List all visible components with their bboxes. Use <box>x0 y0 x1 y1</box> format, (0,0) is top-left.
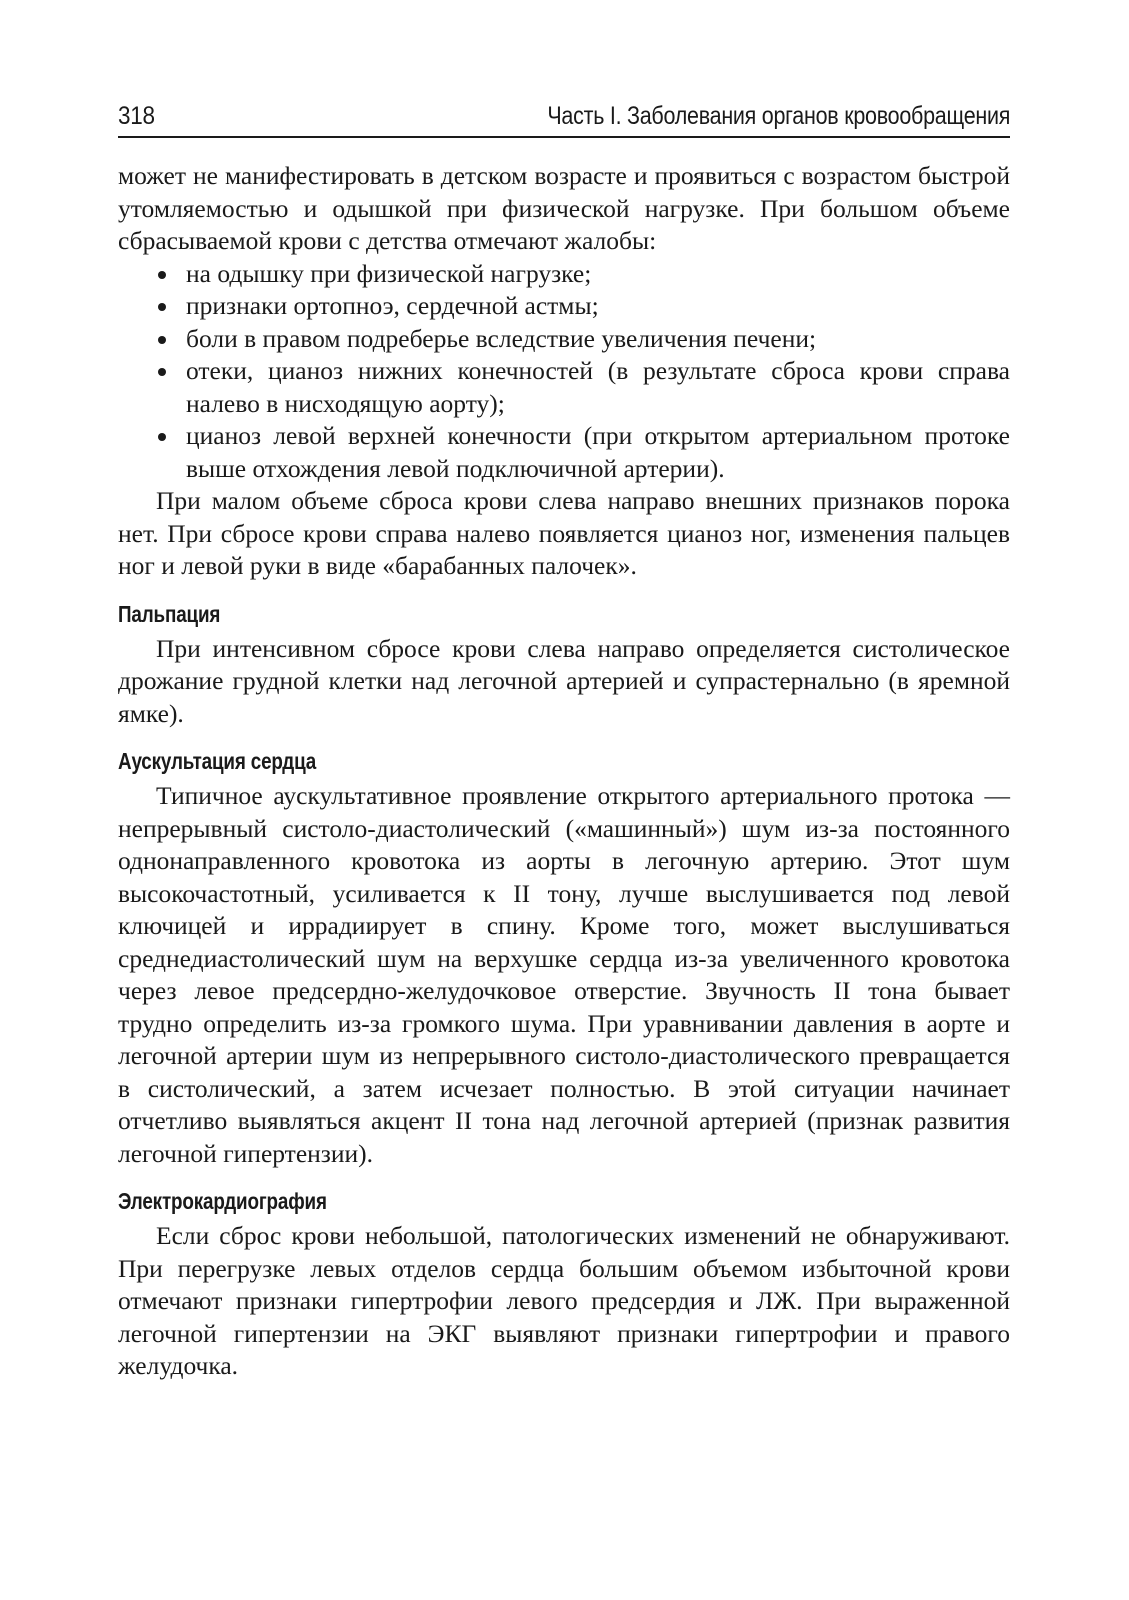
intro-paragraph: может не манифестировать в детском возрасте и проявиться с возрастом быстрой утомляемостью и одышкой при физической нагрузке. При большом объеме сбрасываемой крови с детства отмечают жалобы: <box>118 161 1010 255</box>
running-header <box>118 100 1010 138</box>
list-item: цианоз левой верхней конечности (при открытом артериальном протоке выше отхождения левой подключичной артерии). <box>156 420 1010 485</box>
book-page <box>118 100 1010 1383</box>
section-heading-ecg: Электрокардиография <box>118 1188 327 1214</box>
list-item: на одышку при физической нагрузке; <box>156 258 1010 291</box>
list-item: боли в правом подреберье вследствие увеличения печени; <box>156 323 1010 356</box>
closing-paragraph: При малом объеме сброса крови слева направо внешних признаков порока нет. При сбросе крови справа налево появляется цианоз ног, изменения пальцев ног и левой руки в виде «барабанных палочек». <box>118 486 1010 580</box>
section-paragraph-auscultation: Типичное аускультативное проявление открытого артериального протока — непрерывный систоло-диастолический («машинный») шум из-за постоянного однонаправленного кровотока из аорты в легочную артерию. Этот шум высокочастотный, усиливается к II тону, лучше выслушивается под левой ключицей и иррадиирует в спину. Кроме того, может выслушиваться среднедиастолический шум на верхушке сердца из-за увеличенного кровотока через левое предсердно-желудочковое отверстие. Звучность II тона бывает трудно определить из-за громкого шума. При уравнивании давления в аорте и легочной артерии шум из непрерывного систоло-диастолического превращается в систолический, а затем исчезает полностью. В этой ситуации начинает отчетливо выявляться акцент II тона над легочной артерией (признак развития легочной гипертензии). <box>118 781 1010 1168</box>
list-item: отеки, цианоз нижних конечностей (в результате сброса крови справа налево в нисходящую аорту); <box>156 355 1010 420</box>
page-body <box>118 160 1010 1383</box>
page-number: 318 <box>118 102 155 130</box>
list-item: признаки ортопноэ, сердечной астмы; <box>156 290 1010 323</box>
complaints-list <box>118 258 1010 486</box>
section-heading-palpation: Пальпация <box>118 600 221 627</box>
section-paragraph-palpation: При интенсивном сбросе крови слева направо определяется систолическое дрожание грудной клетки над легочной артерией и супрастернально (в яремной ямке). <box>118 633 1010 728</box>
section-paragraph-ecg: Если сброс крови небольшой, патологических изменений не обнаруживают. При перегрузке левых отделов сердца большим объемом избыточной крови отмечают признаки гипертрофии левого предсердия и ЛЖ. При выраженной легочной гипертензии на ЭКГ выявляют признаки гипертрофии и правого желудочка. <box>118 1221 1010 1380</box>
running-title: Часть I. Заболевания органов кровообращения <box>547 102 1010 130</box>
section-heading-auscultation: Аускультация сердца <box>118 748 317 774</box>
